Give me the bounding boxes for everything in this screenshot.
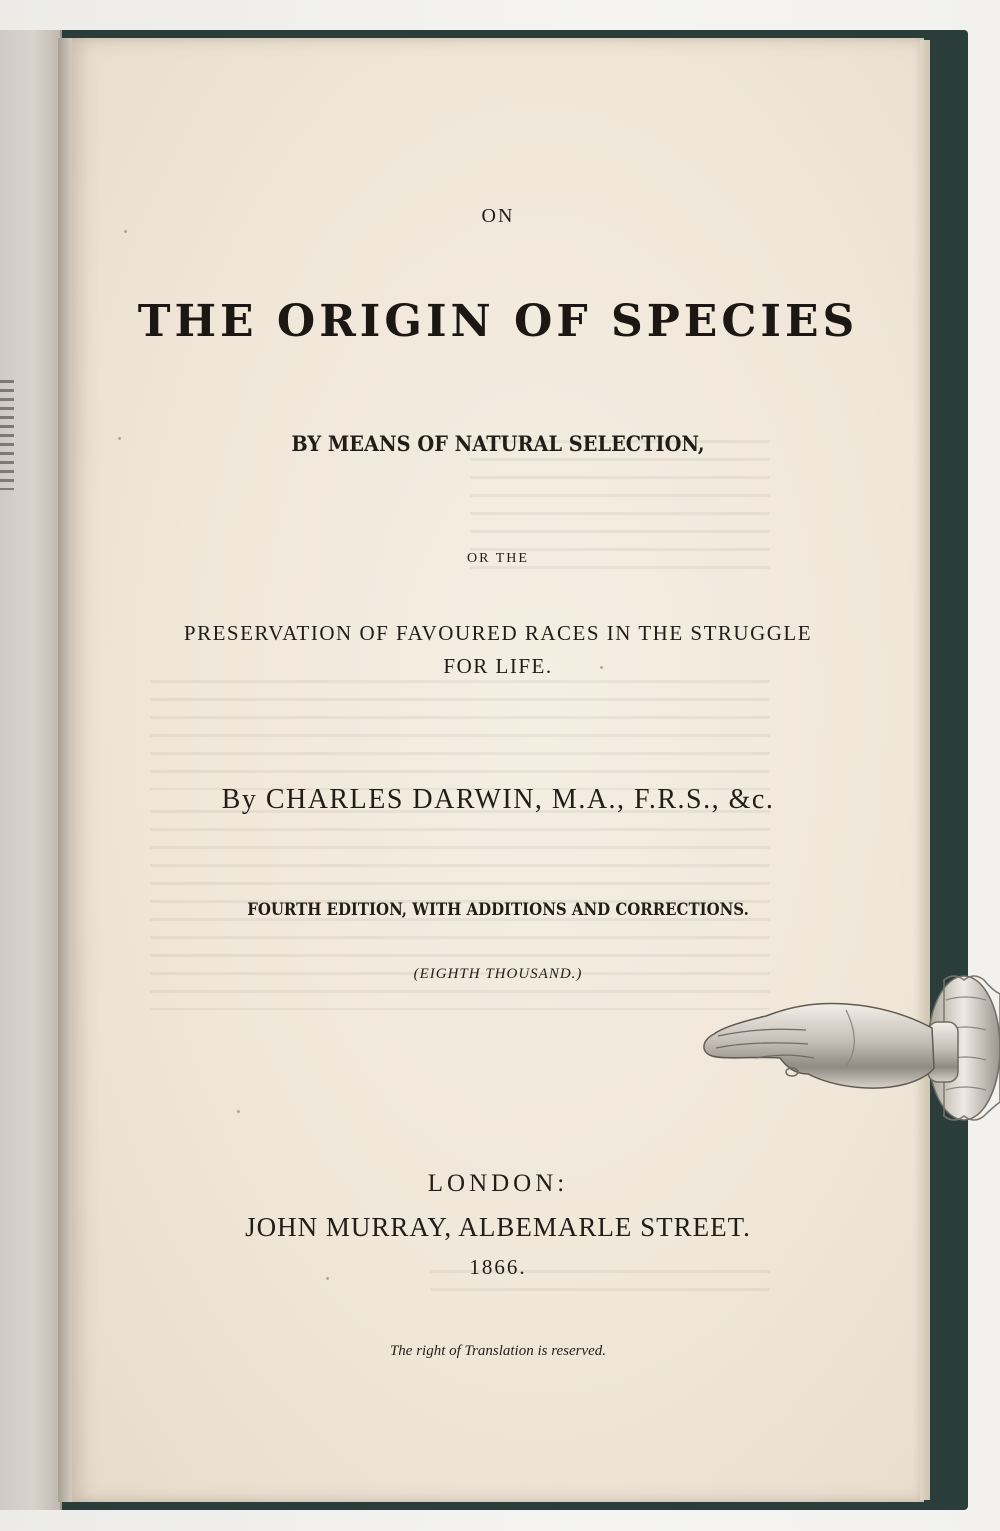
printing-line: (EIGHTH THOUSAND.): [413, 966, 583, 982]
rights-notice: The right of Translation is reserved.: [389, 1343, 607, 1359]
imprint-publisher: JOHN MURRAY, ALBEMARLE STREET.: [245, 1212, 751, 1242]
book-title: THE ORIGIN OF SPECIES: [137, 296, 859, 347]
title-on: ON: [481, 205, 515, 227]
imprint-place: LONDON:: [427, 1170, 569, 1197]
foxing-spot: [237, 1110, 240, 1113]
hand-bookmark-clip-icon: [696, 970, 1000, 1150]
left-page-edge-marks: [0, 380, 14, 490]
alternative-title-line-2: FOR LIFE.: [443, 654, 553, 678]
imprint-year: 1866.: [469, 1255, 527, 1279]
author-line: By CHARLES DARWIN, M.A., F.R.S., &c.: [221, 784, 775, 815]
hand-shape: [704, 1004, 934, 1089]
alternative-title-line-1: PRESERVATION OF FAVOURED RACES IN THE STRUGGLE: [183, 621, 813, 645]
subtitle: BY MEANS OF NATURAL SELECTION,: [291, 431, 705, 456]
show-through-text: [150, 680, 770, 790]
left-endpaper: [0, 30, 62, 1510]
page-edge: [920, 40, 930, 1500]
edition-line: FOURTH EDITION, WITH ADDITIONS AND CORRECTIONS.: [247, 900, 749, 920]
foxing-spot: [124, 230, 127, 233]
or-the-text: OR THE: [467, 551, 529, 566]
alternative-title: [72, 617, 924, 683]
